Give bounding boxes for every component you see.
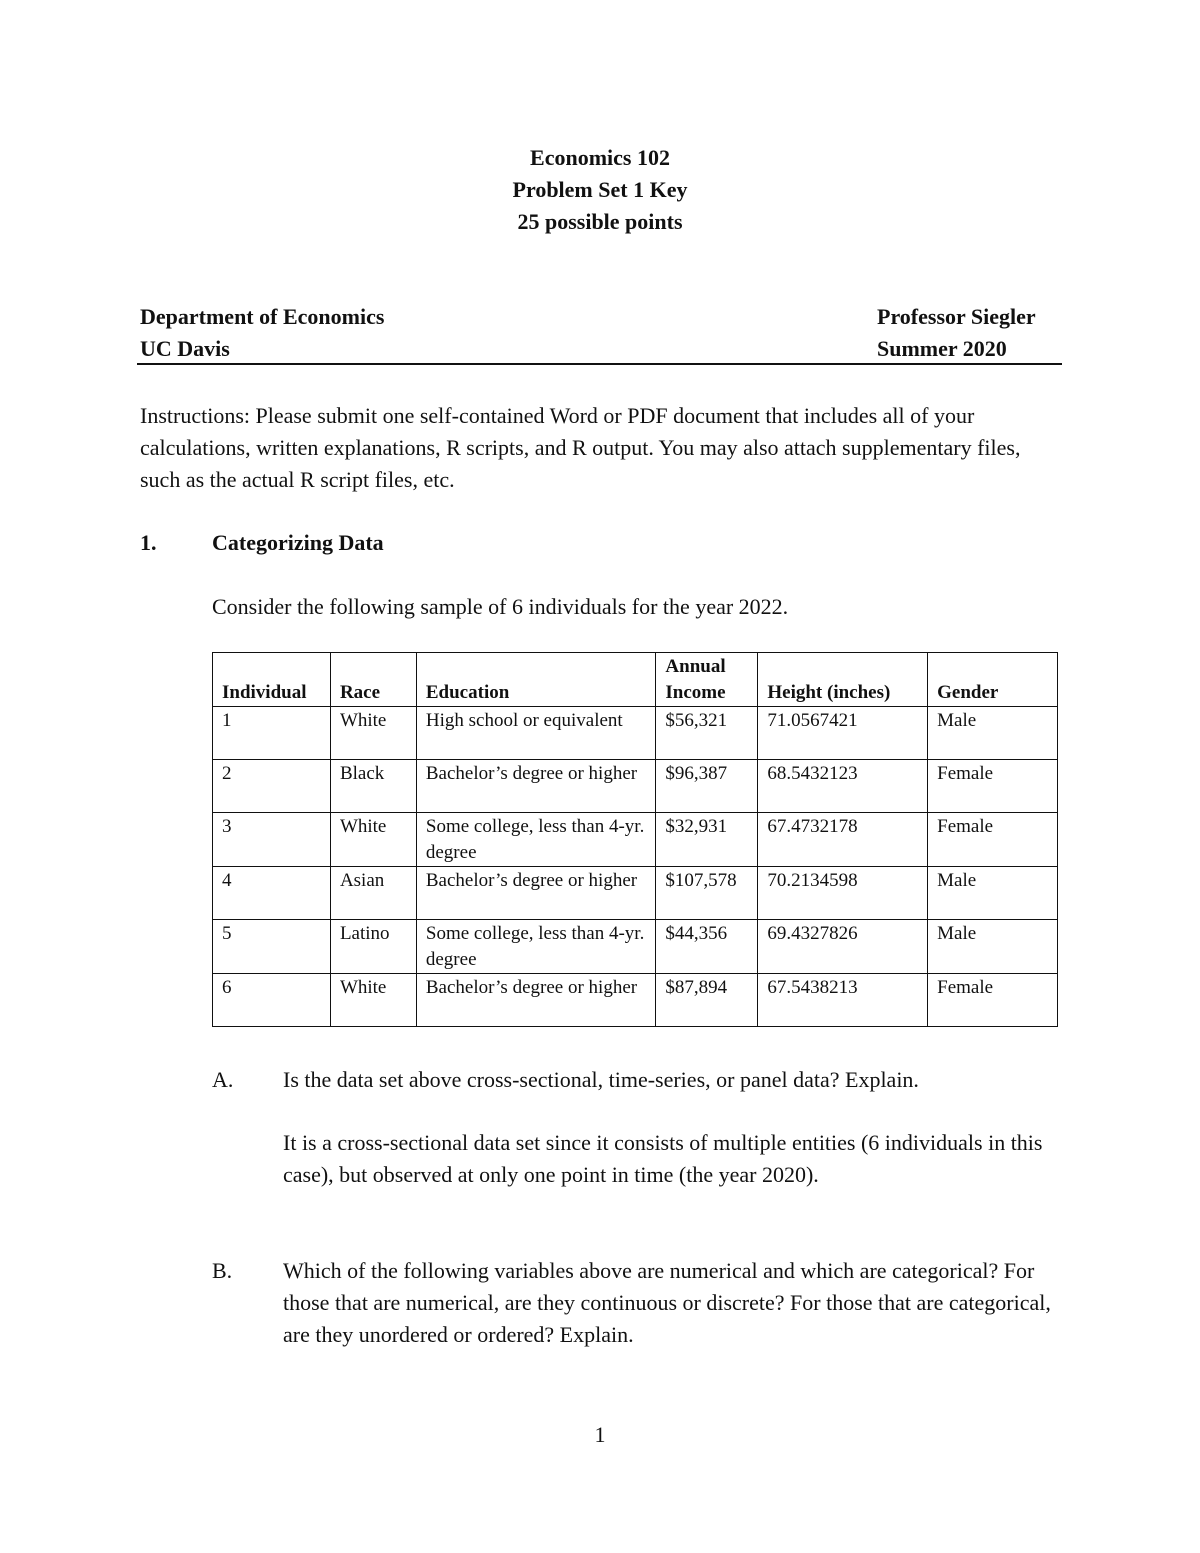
section-intro: Consider the following sample of 6 individuals for the year 2022. [212,594,789,619]
cell-height: 71.0567421 [758,707,928,760]
question-a-answer: It is a cross-sectional data set since it consists of multiple entities (6 individuals in this case), but observed at only one point in time (the year 2020). [283,1130,1043,1187]
cell-gender: Female [928,760,1058,813]
question-a-text: Is the data set above cross-sectional, time-series, or panel data? Explain. [283,1067,919,1092]
table-row [213,760,1058,813]
column-header-individual: Individual [213,653,331,707]
cell-income: $44,356 [656,920,758,974]
cell-education: Some college, less than 4-yr. degree [416,813,656,867]
table-row [213,974,1058,1027]
problem-set-title: Problem Set 1 Key [512,177,688,202]
column-header-gender: Gender [928,653,1058,707]
cell-individual: 5 [213,920,331,974]
cell-race: Asian [330,867,416,920]
section-title: Categorizing Data [212,530,384,555]
cell-race: Black [330,760,416,813]
question-b-text: Which of the following variables above are numerical and which are categorical? For those that are numerical, are they continuous or discrete? For those that are categorical, are they unordered or ordered? Explain. [283,1258,1051,1347]
document-title-block [0,142,1200,238]
column-header-income: Annual Income [656,653,758,707]
cell-income: $87,894 [656,974,758,1027]
course-title: Economics 102 [530,145,670,170]
cell-education: Bachelor’s degree or higher [416,974,656,1027]
cell-race: Latino [330,920,416,974]
instructions-paragraph: Instructions: Please submit one self-contained Word or PDF document that includes all of your calculations, written explanations, R scripts, and R output. You may also attach supplementary files, such as the actual R script files, etc. [140,403,1021,492]
cell-height: 67.5438213 [758,974,928,1027]
cell-education: Bachelor’s degree or higher [416,760,656,813]
column-header-education: Education [416,653,656,707]
cell-income: $32,931 [656,813,758,867]
table-header-row [213,653,1058,707]
cell-gender: Female [928,974,1058,1027]
table-row [213,920,1058,974]
school-label: UC Davis [140,336,230,361]
question-a-label: A. [212,1067,234,1092]
cell-height: 69.4327826 [758,920,928,974]
cell-gender: Female [928,813,1058,867]
cell-education: Bachelor’s degree or higher [416,867,656,920]
table-row [213,813,1058,867]
table-row [213,707,1058,760]
column-header-height: Height (inches) [758,653,928,707]
cell-income: $107,578 [656,867,758,920]
cell-individual: 6 [213,974,331,1027]
section-number: 1. [140,530,157,555]
points-subtitle: 25 possible points [517,209,683,234]
cell-height: 67.4732178 [758,813,928,867]
cell-race: White [330,974,416,1027]
department-label: Department of Economics [140,304,385,329]
cell-individual: 2 [213,760,331,813]
table-row [213,867,1058,920]
cell-income: $96,387 [656,760,758,813]
professor-label: Professor Siegler [877,304,1036,329]
cell-individual: 3 [213,813,331,867]
column-header-race: Race [330,653,416,707]
cell-individual: 1 [213,707,331,760]
term-label: Summer 2020 [877,336,1007,361]
cell-education: Some college, less than 4-yr. degree [416,920,656,974]
cell-height: 70.2134598 [758,867,928,920]
cell-education: High school or equivalent [416,707,656,760]
cell-race: White [330,707,416,760]
cell-race: White [330,813,416,867]
cell-individual: 4 [213,867,331,920]
header-divider [137,363,1062,365]
cell-income: $56,321 [656,707,758,760]
cell-gender: Male [928,867,1058,920]
cell-height: 68.5432123 [758,760,928,813]
individuals-table [212,652,1058,1027]
cell-gender: Male [928,920,1058,974]
cell-gender: Male [928,707,1058,760]
question-b-label: B. [212,1258,233,1283]
page-number: 1 [594,1422,606,1447]
